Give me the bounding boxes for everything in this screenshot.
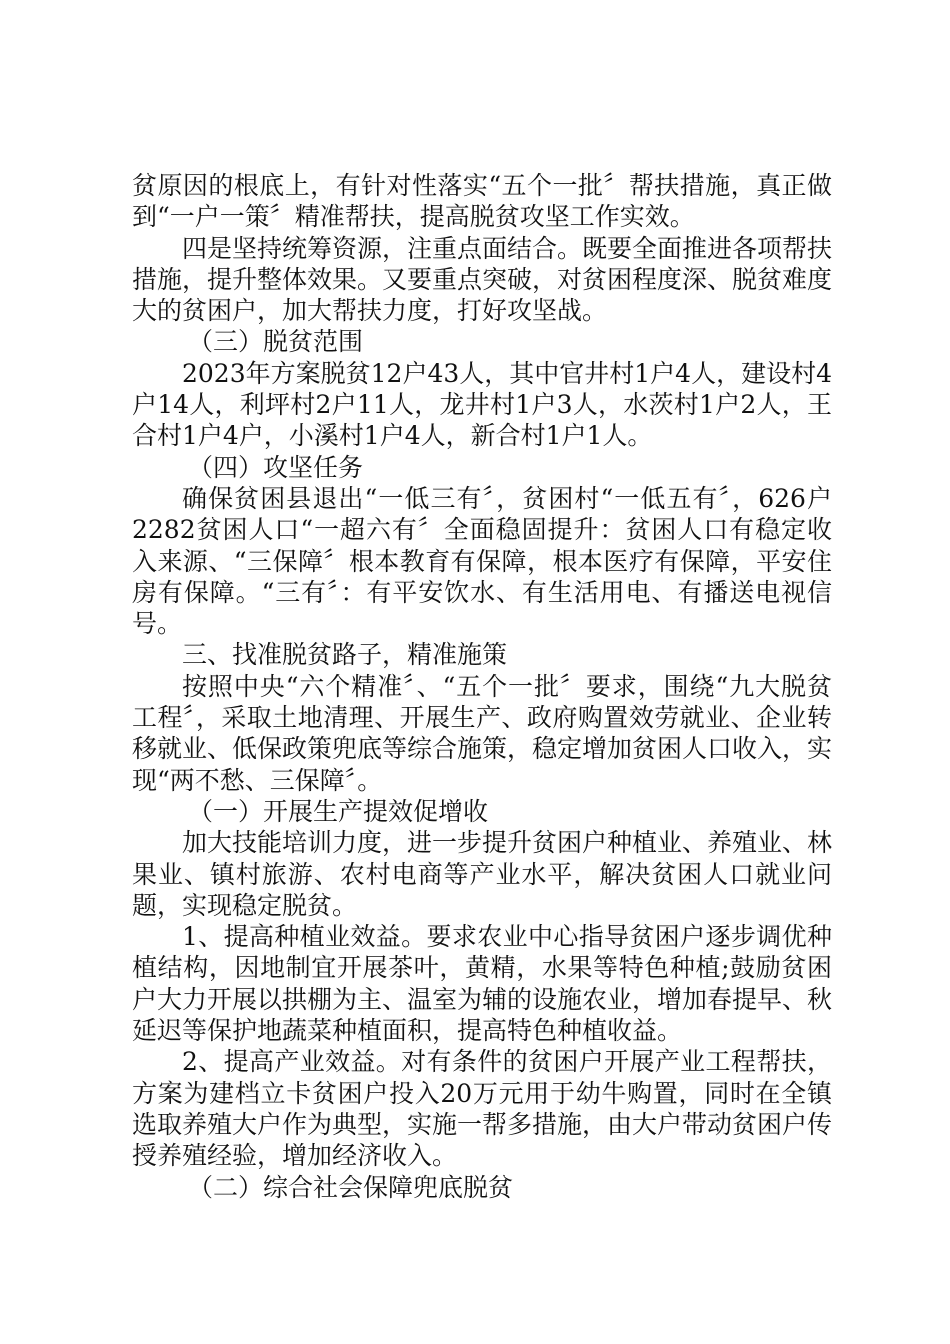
section-heading-tasks: （四）攻坚任务 bbox=[188, 452, 364, 482]
paragraph-tasks: 确保贫困县退出“一低三有〞，贫困村“一低五有〞，626户2282贫困人口“一超六有〞全面稳固提升：贫困人口有稳定收入来源、“三保障〞根本教育有保障，根本医疗有保障，平安住房有保障。“三有〞：有平安饮水、有生活用电、有播送电视信号。 bbox=[132, 483, 832, 639]
paragraph-production: 加大技能培训力度，进一步提升贫困户种植业、养殖业、林果业、镇村旅游、农村电商等产业水平，解决贫困人口就业问题，实现稳定脱贫。 bbox=[132, 828, 833, 920]
section-heading-production: （一）开展生产提效促增收 bbox=[188, 796, 489, 826]
paragraph-continued: 贫原因的根底上，有针对性落实“五个一批〞帮扶措施，真正做到“一户一策〞精准帮扶，提高脱贫攻坚工作实效。 bbox=[132, 171, 832, 232]
section-heading-social-security: （二）综合社会保障兜底脱贫 bbox=[188, 1172, 514, 1202]
paragraph-planting: 1、提高种植业效益。要求农业中心指导贫困户逐步调优种植结构，因地制宜开展茶叶，黄精，水果等特色种植;鼓励贫困户大力开展以拱棚为主、温室为辅的设施农业，增加春提早、秋延迟等保护地蔬菜种植面积，提高特色种植收益。 bbox=[132, 922, 833, 1046]
section-heading-scope: （三）脱贫范围 bbox=[188, 327, 364, 357]
paragraph-overall-planning: 四是坚持统筹资源，注重点面结合。既要全面推进各项帮扶措施，提升整体效果。又要重点突破，对贫困程度深、脱贫难度大的贫困户，加大帮扶力度，打好攻坚战。 bbox=[132, 233, 833, 326]
paragraph-industry: 2、提高产业效益。对有条件的贫困户开展产业工程帮扶，方案为建档立卡贫困户投入20万元用于幼牛购置，同时在全镇选取养殖大户作为典型，实施一帮多措施，由大户带动贫困户传授养殖经验，增加经济收入。 bbox=[132, 1047, 833, 1171]
paragraph-path: 按照中央“六个精准〞、“五个一批〞要求，围绕“九大脱贫工程〞，采取土地清理、开展生产、政府购置效劳就业、企业转移就业、低保政策兜底等综合施策，稳定增加贫困人口收入，实现“两不愁、三保障〞。 bbox=[132, 671, 833, 795]
document-body bbox=[132, 170, 832, 1203]
paragraph-scope: 2023年方案脱贫12户43人，其中官井村1户4人，建设村4户14人，利坪村2户11人，龙井村1户3人，水茨村1户2人，王合村1户4户，小溪村1户4人，新合村1户1人。 bbox=[132, 358, 832, 451]
chapter-heading-path: 三、找准脱贫路子，精准施策 bbox=[182, 640, 508, 670]
